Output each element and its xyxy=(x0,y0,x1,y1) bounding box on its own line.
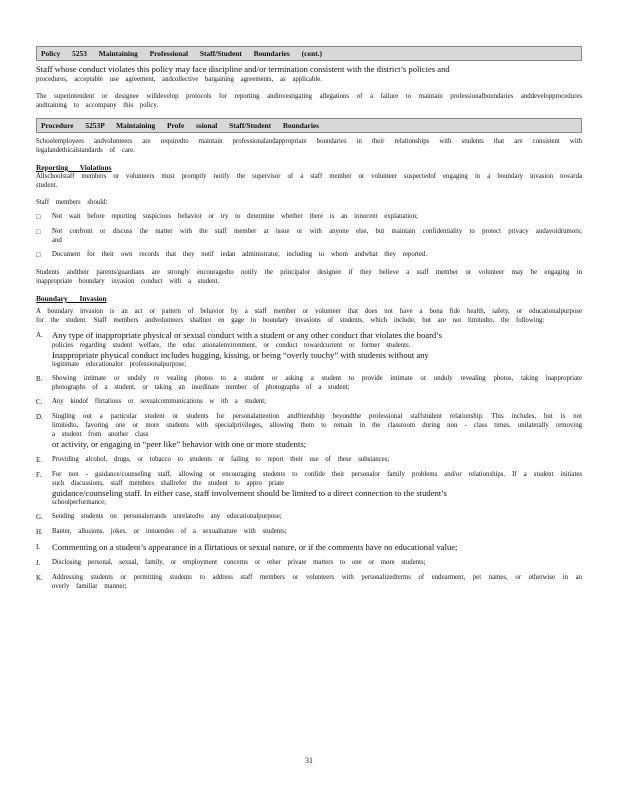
list-item-text: or activity, or engaging in “peer like” behavior with one or more students; xyxy=(52,439,307,449)
boundary-definition-paragraph: A boundary invasion is an act or pattern of behavior by a staff member or volunteer that does not have a bona fide health, safety, or educationalpurpose for the student. Staff members andvolunteers shallnot en gage in boundary invasions of students, which include, but are not limitedto, the following: xyxy=(36,308,582,324)
list-item-text: Providing alcohol, drugs, or tobacco to students or failing to report their use of these substances; xyxy=(52,455,390,463)
list-item-text: guidance/counseling staff. In either case, staff involvement should be limited to a direct connection to the student’s xyxy=(52,487,447,498)
list-item xyxy=(36,412,582,450)
list-item-text: For non - guidance/counseling staff, allowing or encouraging students to confide their personalor family problems and/or relationships. If a student initiates such discussions, staff members shallrefer the student to appro priate xyxy=(52,470,582,487)
list-item xyxy=(36,330,582,369)
superintendent-paragraph: The superintendent or designee willdevelop protocols for reporting andinvestigating allegations of a failure to maintain professionalboundaries anddevelopprocedures andtraining to accompany this policy. xyxy=(36,93,582,109)
list-marker: G. xyxy=(36,513,43,521)
list-item-text: Any kindof flirtatious or sexualcommunications w ith a student; xyxy=(52,398,267,405)
staff-should-label: Staff members should: xyxy=(36,199,108,206)
procedure-header: Procedure 5253P Maintaining Profe ssional Staff/Student Boundaries xyxy=(36,118,582,133)
list-marker: C. xyxy=(36,398,43,406)
list-marker: B. xyxy=(36,375,43,383)
list-item xyxy=(36,397,582,407)
reporting-paragraph: Allschoolstaff members or volunteers must promptly notify the supervisor of a staff member or volunteer suspectedof engaging in a boundary invasion towarda student. xyxy=(36,173,582,189)
checkbox-bullet-icon: □ xyxy=(36,228,41,236)
list-item xyxy=(36,573,582,591)
checkbox-bullet-icon: □ xyxy=(36,213,41,221)
list-item-text: schoolperformance; xyxy=(52,499,106,506)
list-item xyxy=(36,512,582,522)
list-item-text: Addressing students or permitting students to address staff members or volunteers with personalizedterms of endearment, pet names, or otherwise in an overly familiar manner; xyxy=(52,573,582,590)
list-marker: F. xyxy=(36,470,42,479)
list-item-text: Any type of inappropriate physical or sexual conduct with a student or any other conduct that violates the board’s xyxy=(52,330,442,340)
list-item-text: policies regarding student welfare, the educ ationalenvironment, or conduct towardcurrent or former students. xyxy=(52,341,411,349)
students-parents-paragraph: Students andtheir parents/guardians are strongly encouragedto notify the principalor designee if they believe a staff member or volunteer may be engaging in inappropriate boundary invasion conduct with a student. xyxy=(36,269,582,285)
list-item-text: Not wait before reporting suspicious behavior or try to determine whether there is an innocent explanation; xyxy=(52,213,418,220)
list-item-text: Not confront or discuss the matter with the staff member at issue or with anyone else, but maintain confidentiality to protect privacy andavoidrumors; and xyxy=(52,228,582,244)
list-marker: D. xyxy=(36,413,43,421)
list-item xyxy=(36,455,582,465)
violation-consequences-rest: procedures, acceptable use agreement, andcollective bargaining agreements, as applicable. xyxy=(36,76,322,83)
list-item-text: Commenting on a student’s appearance in a flirtatious or sexual nature, or if the comments have no educational value; xyxy=(52,542,458,552)
list-item xyxy=(36,212,582,222)
list-item xyxy=(36,227,582,245)
list-marker: J. xyxy=(36,558,41,567)
page-number: 31 xyxy=(305,756,313,765)
list-marker: A. xyxy=(36,331,43,339)
policy-header: Policy 5253 Maintaining Professional Staff/Student Boundaries (cont.) xyxy=(36,46,582,61)
boundary-invasion-heading: Boundary Invasion xyxy=(36,294,107,303)
list-item-text: Singling out a particular student or students for personalattention andfriendship beyondthe professional staffstudent relationship. This includes, but is not limitedto, favoring one or more students with specialprivileges, allowing them to remain in the classroom during non - class times, unilaterally removing a student from another class xyxy=(52,413,582,438)
list-item xyxy=(36,542,582,553)
list-item-text: legitimate educationalor professionalpurpose; xyxy=(52,361,187,368)
reporting-violations-heading: Reporting Violations xyxy=(36,163,112,172)
list-item xyxy=(36,558,582,568)
list-marker: E. xyxy=(36,455,43,464)
list-item-text: Inappropriate physical conduct includes hugging, kissing, or being “overly touchy” with students without any xyxy=(52,349,429,360)
employees-paragraph: Schoolemployees andvolunteers are requiredto maintain professionalandappropriate boundaries in their relationships with students that are consistent with legalandethicalstandards of care. xyxy=(36,138,582,154)
document-page xyxy=(36,46,582,591)
list-item xyxy=(36,527,582,537)
list-marker: H. xyxy=(36,528,43,536)
list-item xyxy=(36,374,582,392)
violation-consequences-lead: Staff whose conduct violates this policy may face discipline and/or termination consistent with the district’s policies and xyxy=(36,64,450,74)
list-item-text: Banter, allusions, jokes, or innuendos of a sexualnature with students; xyxy=(52,528,287,535)
checkbox-bullet-icon: □ xyxy=(36,251,41,259)
list-item xyxy=(36,470,582,508)
list-item-text: Showing intimate or unduly re vealing photos to a student or asking a student to provide intimate or unduly revealing photos, taking inappropriate photographs of a student, or taking an inordinate number of photographs of a student; xyxy=(52,375,582,391)
list-item-text: Disclosing personal, sexual, family, or employment concerns or other private matters to one or more students; xyxy=(52,558,426,566)
list-item xyxy=(36,250,582,260)
list-marker: I. xyxy=(36,543,41,551)
list-item-text: Document for their own records that they notif iedan administrator, including to whom andwhat they reported. xyxy=(52,251,428,258)
list-item-text: Sending students on personalerrands unrelatedto any educationalpurpose; xyxy=(52,513,282,520)
list-marker: K. xyxy=(36,573,43,582)
